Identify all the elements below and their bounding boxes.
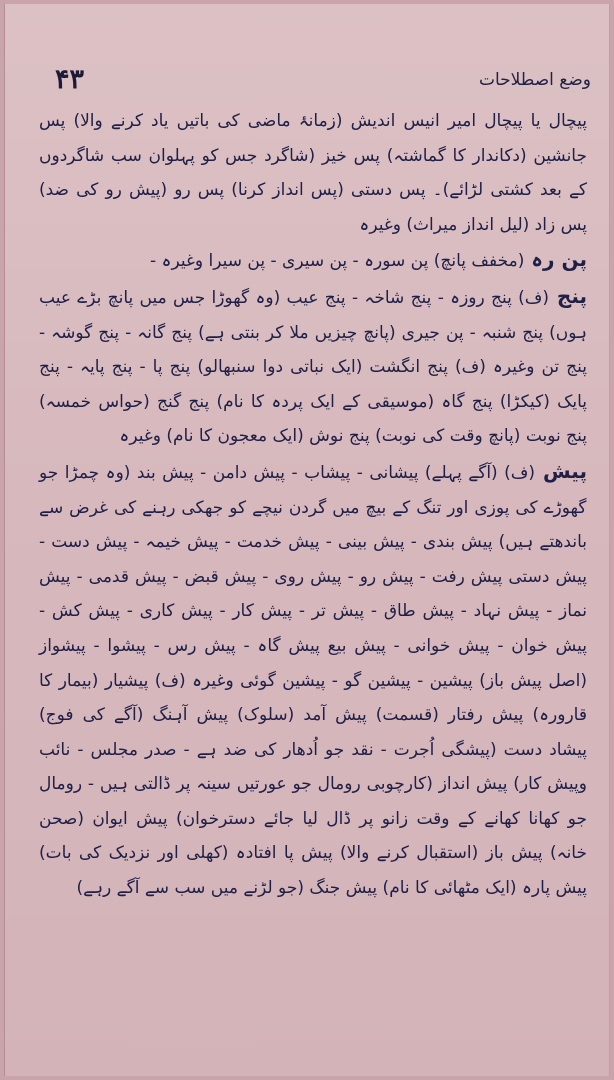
headword: پیش [535, 458, 587, 483]
text-line: پیچال یا پیچال امیر انیس اندیش (زمانۂ ماضی کی باتیں یاد کرنے والا) پس جانشین (دکاندار [39, 111, 587, 166]
text-line: باندھتے ہیں) پیش بندی - پیش بینی - پیش خدمت - پیش خیمہ - پیش دست - پیش دستی [39, 532, 587, 587]
paragraph [39, 104, 587, 242]
text-line: رومال جو کھانا کھانے کے وقت زانو پر ڈال لیا جائے دسترخوان) پیش ایوان [39, 774, 587, 829]
text-line: (ف) پنج روزہ - پنج شاخہ - پنج عیب (وہ گھوڑا جس میں پانچ بڑے [70, 287, 550, 308]
text-line: وغیرہ (ف) پنج انگشت (ایک نباتی دوا سنبھالو) پنج پا - پنج پایہ - پنج پایک (کیکڑا) پنج گاہ [39, 357, 587, 412]
text-line: عیب ہوں) پنج شنبہ - پن جیری (پانچ چیزیں ملا کر بنتی ہے) پنج گانہ - پنج گوشہ - پنج تن [39, 287, 587, 378]
text-line: کا گماشتہ) پس خیز (شاگرد جس کو پہلوان سب شاگردوں کے بعد کشتی لڑائے)۔ [39, 145, 588, 201]
text-line: چمڑا جو گھوڑے کی پوزی اور تنگ کے بیچ میں گردن نیچے کو جھکی رہنے کی غرض سے [39, 462, 587, 518]
text-line: (صحن خانہ) پیش باز (استقبال کرنے والا) پیش پا افتادہ (کھلی اور نزدیک کی [39, 808, 587, 864]
headword: پنج [549, 283, 587, 308]
text-line: پیش رفت - پیش رو - پیش روی - پیش قبض - پیش قدمی - پیش نماز - پیش نہاد - [39, 566, 588, 622]
text-line: (ف) پیشیار (بیمار کا قارورہ) پیش رفتار (قسمت) پیش آمد (سلوک) پیش آہنگ [39, 670, 587, 726]
headword: پن رہ [524, 247, 587, 272]
text-line: پنج نوش (ایک معجون کا نام) وغیرہ [119, 426, 370, 447]
book-page [4, 4, 610, 1076]
text-line: (ف) (آگے پہلے) پیشانی - پیشاب - پیش دامن - پیش بند (وہ [99, 462, 536, 483]
paragraph [39, 454, 587, 906]
text-line: پیش گاہ - پیش رس - پیشوا - پیشواز (اصل پیش باز) پیشین - پیشین گو - پیشین گوئی وغیرہ [39, 635, 587, 691]
page-header [5, 60, 609, 100]
paragraph [39, 242, 587, 279]
text-line: بات) پیش پارہ (ایک مٹھائی کا نام) پیش جنگ (جو لڑنے میں سب سے آگے رہے) [39, 843, 587, 899]
text-line: پیش طاق - پیش تر - پیش کار - پیش کاری - پیش کش - پیش خوان - پیش خوانی - پیش بیع [39, 601, 587, 656]
text-line: نائب وپیش کار) پیش انداز (کارچوبی رومال جو عورتیں سینہ پر ڈالتی ہیں - [39, 739, 587, 795]
text-line: پس دستی (پس انداز کرنا) پس رو (پیش رو کی ضد) پس زاد (لیل انداز میراث) وغیرہ [39, 180, 587, 235]
text-line: (موسیقی کے ایک پردہ کا نام) پنج گنج (حواس خمسہ) پنج نوبت (پانچ وقت کی نوبت) [39, 391, 587, 447]
page-number: ۴۳ [55, 64, 85, 95]
text-line: (مخفف پانچ) پن سورہ - پن سیری - پن سیرا وغیرہ - [150, 251, 525, 272]
page-body [39, 104, 587, 906]
running-head: وضع اصطلاحات [478, 70, 591, 90]
text-line: (آگے کی فوج) پیشاد دست (پیشگی اُجرت - نقد جو اُدھار کی ضد ہے - صدر مجلس - [39, 705, 587, 760]
paragraph [39, 279, 587, 454]
